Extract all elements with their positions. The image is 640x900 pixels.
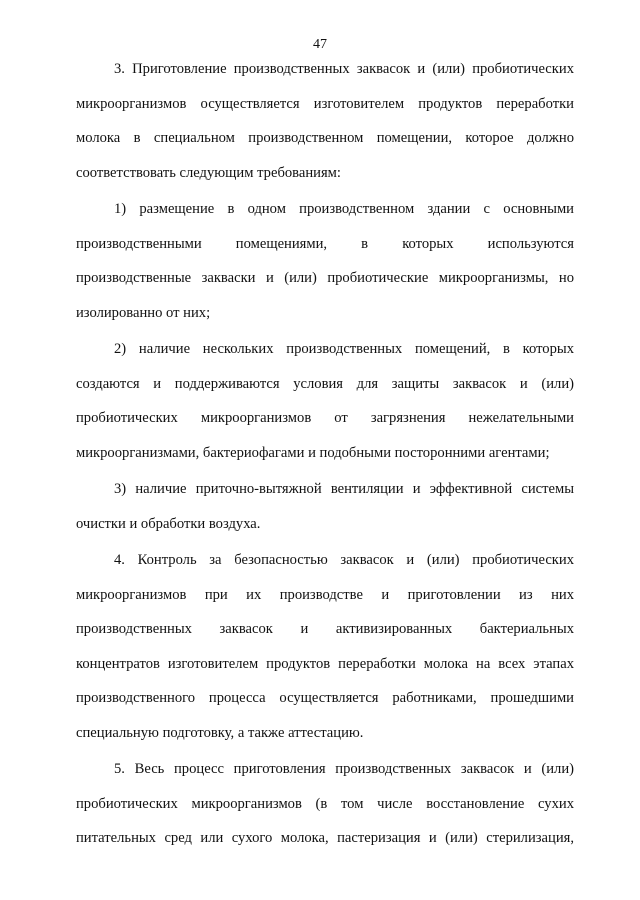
text-line: 3. Приготовление производственных заквасок и (или) пробиотических <box>114 61 574 77</box>
text-line: очистки и обработки воздуха. <box>76 515 261 532</box>
text-line: специальную подготовку, а также аттестацию. <box>76 724 364 741</box>
page-number: 47 <box>313 37 327 52</box>
text-line: 5. Весь процесс приготовления производственных заквасок и (или) <box>114 761 574 777</box>
text-line: производственными помещениями, в которых используются <box>76 235 574 252</box>
text-line: 2) наличие нескольких производственных помещений, в которых <box>114 341 574 357</box>
text-line: 3) наличие приточно-вытяжной вентиляции и эффективной системы <box>114 481 574 497</box>
text-line: 4. Контроль за безопасностью заквасок и (или) пробиотических <box>114 552 574 568</box>
text-line: пробиотических микроорганизмов от загрязнения нежелательными <box>76 410 574 426</box>
text-line: пробиотических микроорганизмов (в том числе восстановление сухих <box>76 795 574 812</box>
text-line: производственные закваски и (или) пробиотические микроорганизмы, но <box>76 270 574 286</box>
paragraph-3 <box>76 52 574 190</box>
document-body <box>76 52 574 858</box>
text-line: изолированно от них; <box>76 304 211 321</box>
text-line: микроорганизмов осуществляется изготовителем продуктов переработки <box>76 95 574 112</box>
text-line: производственного процесса осуществляется работниками, прошедшими <box>76 690 574 706</box>
text-line: микроорганизмов при их производстве и приготовлении из них <box>76 586 574 603</box>
text-line: молока в специальном производственном помещении, которое должно <box>76 130 574 146</box>
text-line: соответствовать следующим требованиям: <box>76 164 341 181</box>
text-line: концентратов изготовителем продуктов переработки молока на всех этапах <box>76 655 574 672</box>
paragraph-3-3 <box>76 472 574 541</box>
paragraph-4 <box>76 543 574 750</box>
text-line: питательных сред или сухого молока, пастеризация и (или) стерилизация, <box>76 830 574 846</box>
text-line: микроорганизмами, бактериофагами и подобными посторонними агентами; <box>76 444 550 461</box>
text-line: 1) размещение в одном производственном здании с основными <box>114 201 574 217</box>
paragraph-3-2 <box>76 332 574 470</box>
paragraph-5 <box>76 752 574 856</box>
text-line: производственных заквасок и активизированных бактериальных <box>76 621 574 637</box>
paragraph-3-1 <box>76 192 574 330</box>
text-line: создаются и поддерживаются условия для защиты заквасок и (или) <box>76 375 574 392</box>
